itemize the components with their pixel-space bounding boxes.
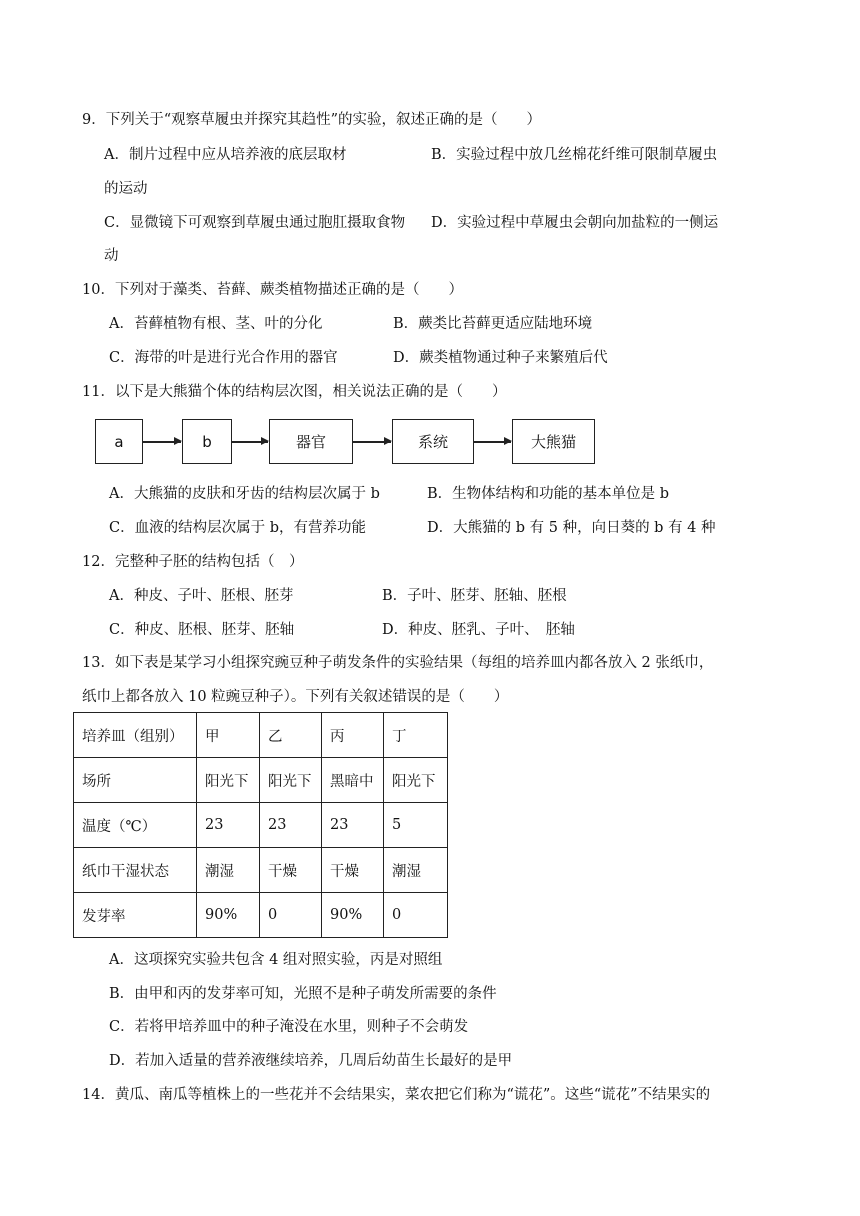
- q11-option-a: A．大熊猫的皮肤和牙齿的结构层次属于 b: [109, 486, 380, 502]
- q10-stem: 10．下列对于藻类、苔藓、蕨类植物描述正确的是（ ）: [82, 282, 463, 298]
- table-row: [74, 758, 448, 803]
- q10-option-a: A．苔藓植物有根、茎、叶的分化: [109, 316, 323, 332]
- q13-option-a: A．这项探究实验共包含 4 组对照实验，丙是对照组: [109, 952, 443, 968]
- q9-option-b-continued: 的运动: [104, 181, 148, 197]
- table-cell: 丁: [384, 713, 448, 758]
- table-cell: 23: [197, 803, 260, 848]
- table-cell: 阳光下: [384, 758, 448, 803]
- q10-option-d: D．蕨类植物通过种子来繁殖后代: [393, 350, 608, 366]
- table-cell: 丙: [322, 713, 384, 758]
- q11-option-b: B．生物体结构和功能的基本单位是 b: [427, 486, 670, 502]
- table-cell: 5: [384, 803, 448, 848]
- flow-arrow-4: [474, 441, 511, 443]
- q9-option-c: C．显微镜下可观察到草履虫通过胞肛摄取食物: [104, 215, 406, 231]
- table-cell: 干燥: [322, 848, 384, 893]
- table-cell: 0: [384, 893, 448, 938]
- q13-option-c: C．若将甲培养皿中的种子淹没在水里，则种子不会萌发: [109, 1019, 469, 1035]
- q13-stem-line1: 13．如下表是某学习小组探究豌豆种子萌发条件的实验结果（每组的培养皿内都各放入 2 张纸巾，: [82, 655, 714, 671]
- q13-option-d: D．若加入适量的营养液继续培养，几周后幼苗生长最好的是甲: [109, 1053, 513, 1069]
- germination-results-table: [73, 712, 448, 938]
- table-cell: 阳光下: [197, 758, 260, 803]
- q11-stem: 11．以下是大熊猫个体的结构层次图，相关说法正确的是（ ）: [82, 384, 507, 400]
- q13-option-b: B．由甲和丙的发芽率可知，光照不是种子萌发所需要的条件: [109, 986, 497, 1002]
- q9-option-a: A．制片过程中应从培养液的底层取材: [104, 147, 347, 163]
- flow-box-a: a: [95, 419, 143, 464]
- flow-arrow-1: [143, 441, 181, 443]
- q9-option-d-continued: 动: [104, 248, 119, 264]
- flow-box-system: 系统: [392, 419, 474, 464]
- table-cell: 甲: [197, 713, 260, 758]
- table-row: [74, 713, 448, 758]
- table-cell: 场所: [74, 758, 197, 803]
- table-row: [74, 893, 448, 938]
- flow-arrow-3: [353, 441, 391, 443]
- q12-stem: 12．完整种子胚的结构包括（ ）: [82, 554, 304, 570]
- table-cell: 23: [260, 803, 322, 848]
- flow-box-organ: 器官: [269, 419, 353, 464]
- q12-option-d: D．种皮、胚乳、子叶、 胚轴: [382, 622, 575, 638]
- q10-option-b: B．蕨类比苔藓更适应陆地环境: [393, 316, 593, 332]
- q10-option-c: C．海带的叶是进行光合作用的器官: [109, 350, 338, 366]
- table-cell: 90%: [322, 893, 384, 938]
- q11-option-d: D．大熊猫的 b 有 5 种，向日葵的 b 有 4 种: [427, 520, 716, 536]
- flow-box-panda: 大熊猫: [512, 419, 595, 464]
- table-cell: 阳光下: [260, 758, 322, 803]
- q13-stem-line2: 纸巾上都各放入 10 粒豌豆种子）。下列有关叙述错误的是（ ）: [82, 689, 509, 705]
- table-cell: 发芽率: [74, 893, 197, 938]
- table-cell: 23: [322, 803, 384, 848]
- table-cell: 干燥: [260, 848, 322, 893]
- q9-option-b: B．实验过程中放几丝棉花纤维可限制草履虫: [431, 147, 718, 163]
- q9-stem: 9．下列关于“观察草履虫并探究其趋性”的实验，叙述正确的是（ ）: [82, 112, 542, 128]
- table-cell: 乙: [260, 713, 322, 758]
- q14-stem: 14．黄瓜、南瓜等植株上的一些花并不会结果实，菜农把它们称为“谎花”。这些“谎花”不结果实的: [82, 1087, 711, 1103]
- flow-box-b: b: [182, 419, 232, 464]
- flow-arrow-2: [232, 441, 268, 443]
- q11-option-c: C．血液的结构层次属于 b，有营养功能: [109, 520, 366, 536]
- q9-option-d: D．实验过程中草履虫会朝向加盐粒的一侧运: [431, 215, 719, 231]
- table-cell: 黑暗中: [322, 758, 384, 803]
- table-cell: 潮湿: [384, 848, 448, 893]
- table-cell: 0: [260, 893, 322, 938]
- q12-option-c: C．种皮、胚根、胚芽、胚轴: [109, 622, 295, 638]
- table-row: [74, 848, 448, 893]
- table-row: [74, 803, 448, 848]
- table-cell: 90%: [197, 893, 260, 938]
- table-cell: 温度（℃）: [74, 803, 197, 848]
- table-cell: 培养皿（组别）: [74, 713, 197, 758]
- q12-option-a: A．种皮、子叶、胚根、胚芽: [109, 588, 294, 604]
- q12-option-b: B．子叶、胚芽、胚轴、胚根: [382, 588, 567, 604]
- table-cell: 潮湿: [197, 848, 260, 893]
- table-cell: 纸巾干湿状态: [74, 848, 197, 893]
